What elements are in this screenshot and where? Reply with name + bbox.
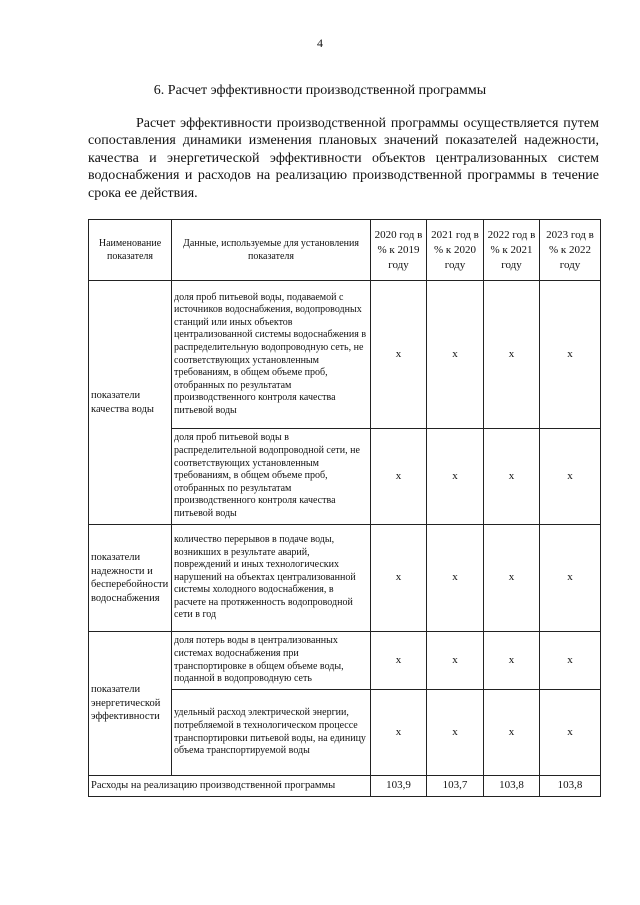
- value-cell: x: [484, 525, 540, 632]
- value-cell: x: [484, 632, 540, 690]
- value-cell: x: [371, 690, 427, 776]
- value-cell: x: [371, 429, 427, 525]
- value-cell: x: [540, 632, 601, 690]
- total-value-2023: 103,8: [540, 776, 601, 797]
- value-cell: x: [484, 429, 540, 525]
- value-cell: x: [427, 525, 484, 632]
- header-indicator-name: Наименование показателя: [89, 220, 172, 281]
- table-row: [89, 525, 601, 632]
- section-title: 6. Расчет эффективности производственной программы: [153, 83, 487, 98]
- total-row: [89, 776, 601, 797]
- header-year-2022: 2022 год в % к 2021 году: [484, 220, 540, 281]
- header-year-2020: 2020 год в % к 2019 году: [371, 220, 427, 281]
- value-cell: x: [540, 690, 601, 776]
- efficiency-table: [88, 219, 601, 797]
- value-cell: x: [484, 281, 540, 429]
- value-cell: x: [371, 632, 427, 690]
- header-year-2021: 2021 год в % к 2020 году: [427, 220, 484, 281]
- row-description: доля проб питьевой воды в распределительной водопроводной сети, не соответствующих установленным требованиям, в общем объеме проб, отобранных по результатам производственного контроля качества питьевой воды: [172, 429, 371, 525]
- page-number: 4: [317, 36, 323, 50]
- group-quality-label: показатели качества воды: [89, 281, 172, 525]
- table-row: [89, 632, 601, 690]
- row-description: доля проб питьевой воды, подаваемой с источников водоснабжения, водопроводных станций или иных объектов централизованной системы водоснабжения в распределительную водопроводную сеть, не соответствующих установленным требованиям, в общем объеме проб, отобранных по результатам производственного контроля качества питьевой воды: [172, 281, 371, 429]
- table-row: [89, 281, 601, 429]
- value-cell: x: [371, 281, 427, 429]
- value-cell: x: [427, 281, 484, 429]
- total-value-2022: 103,8: [484, 776, 540, 797]
- value-cell: x: [427, 690, 484, 776]
- value-cell: x: [540, 281, 601, 429]
- value-cell: x: [427, 632, 484, 690]
- value-cell: x: [540, 525, 601, 632]
- table-header-row: [89, 220, 601, 281]
- row-description: количество перерывов в подаче воды, возникших в результате аварий, повреждений и иных технологических нарушений на объектах централизованной системы холодного водоснабжения, в расчете на протяженность водопроводной сети в год: [172, 525, 371, 632]
- intro-paragraph: Расчет эффективности производственной программы осуществляется путем сопоставления динамики изменения плановых значений показателей надежности, качества и энергетической эффективности объектов централизованных систем водоснабжения и расходов на реализацию производственной программы в течение срока ее действия.: [88, 116, 599, 201]
- row-description: доля потерь воды в централизованных системах водоснабжения при транспортировке в общем объеме воды, поданной в водопроводную сеть: [172, 632, 371, 690]
- value-cell: x: [484, 690, 540, 776]
- header-data-used: Данные, используемые для установления показателя: [172, 220, 371, 281]
- value-cell: x: [427, 429, 484, 525]
- value-cell: x: [540, 429, 601, 525]
- value-cell: x: [371, 525, 427, 632]
- total-value-2021: 103,7: [427, 776, 484, 797]
- group-reliability-label: показатели надежности и бесперебойности водоснабжения: [89, 525, 172, 632]
- total-value-2020: 103,9: [371, 776, 427, 797]
- header-year-2023: 2023 год в % к 2022 году: [540, 220, 601, 281]
- group-energy-label: показатели энергетической эффективности: [89, 632, 172, 776]
- total-label: Расходы на реализацию производственной программы: [89, 776, 371, 797]
- row-description: удельный расход электрической энергии, потребляемой в технологическом процессе транспортировки питьевой воды, на единицу объема транспортируемой воды: [172, 690, 371, 776]
